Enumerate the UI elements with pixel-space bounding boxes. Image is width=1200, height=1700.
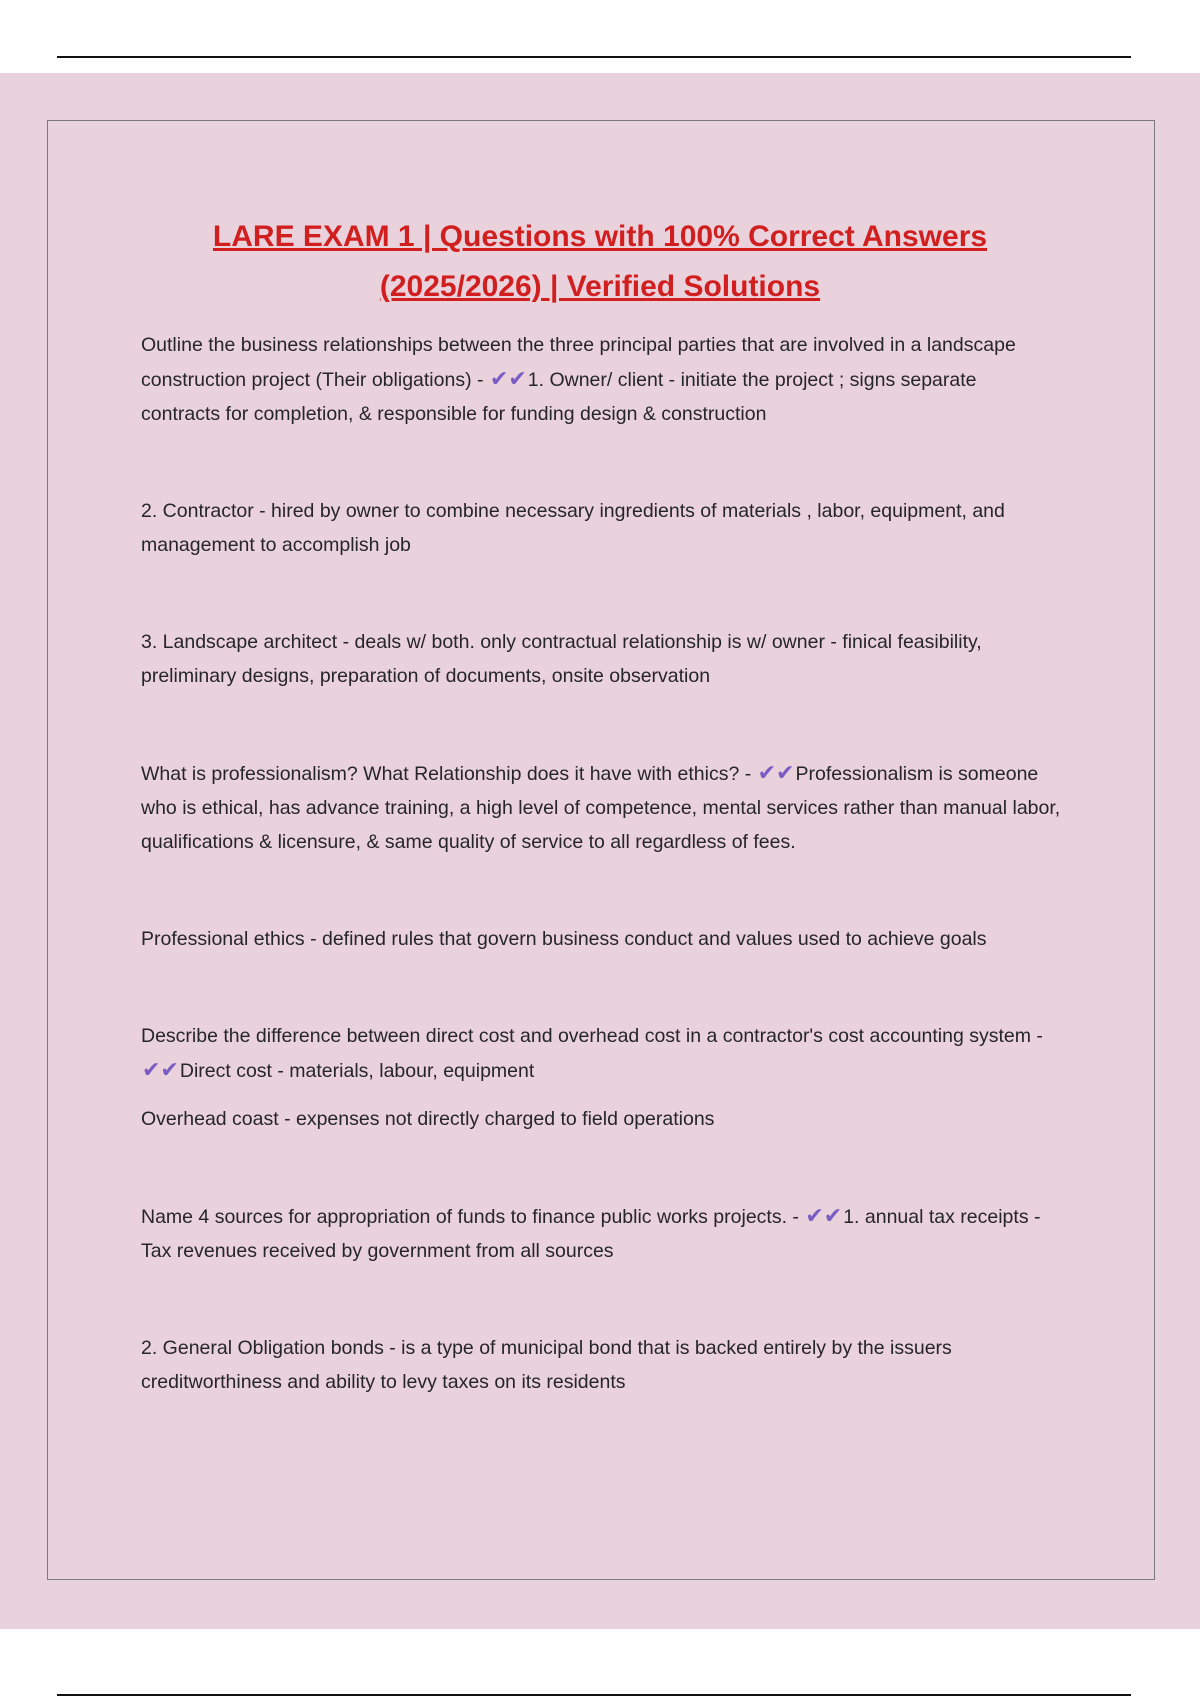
question-text: Outline the business relationships between the three principal parties that are involved in a landscape construction project (Their obligations) - (141, 334, 1016, 391)
qa-entry-6 (141, 1019, 1061, 1088)
document-title (0, 212, 1200, 312)
qa-entry-8 (141, 1199, 1061, 1268)
qa-entry-1 (141, 328, 1061, 431)
qa-entry-7: Overhead coast - expenses not directly charged to field operations (141, 1108, 715, 1130)
double-check-icon: ✔✔ (757, 760, 795, 785)
double-check-icon: ✔✔ (142, 1057, 179, 1082)
answer-text: Direct cost - materials, labour, equipment (179, 1060, 535, 1082)
title-line-2: (2025/2026) | Verified Solutions (379, 270, 821, 303)
question-text: Describe the difference between direct cost and overhead cost in a contractor's cost accounting system - (141, 1025, 1043, 1047)
qa-entry-4 (141, 756, 1061, 859)
answer-text: Professionalism is someone who is ethical, has advance training, a high level of competence, mental services rather than manual labor, qualifications & licensure, & same quality of service to all regardless of fees. (141, 763, 1061, 853)
qa-entry-3: 3. Landscape architect - deals w/ both. only contractual relationship is w/ owner - finical feasibility, preliminary designs, preparation of documents, onsite observation (141, 631, 982, 687)
qa-entry-2: 2. Contractor - hired by owner to combine necessary ingredients of materials , labor, equipment, and management to accomplish job (141, 500, 1005, 556)
qa-entry-9: 2. General Obligation bonds - is a type of municipal bond that is backed entirely by the issuers creditworthiness and ability to levy taxes on its residents (141, 1337, 952, 1393)
qa-entry-5: Professional ethics - defined rules that govern business conduct and values used to achieve goals (141, 928, 987, 950)
header-rule (57, 56, 1131, 58)
question-text: What is professionalism? What Relationship does it have with ethics? - (141, 763, 757, 785)
qa-content (141, 328, 1061, 1399)
title-line-1: LARE EXAM 1 | Questions with 100% Correct Answers (212, 220, 988, 253)
question-text: Name 4 sources for appropriation of funds to finance public works projects. - (141, 1206, 805, 1228)
answer-text: 1. annual tax receipts - Tax revenues received by government from all sources (141, 1206, 1041, 1262)
double-check-icon: ✔✔ (489, 366, 527, 391)
double-check-icon: ✔✔ (805, 1203, 843, 1228)
answer-text: 1. Owner/ client - initiate the project ; signs separate contracts for completion, & responsible for funding design & construction (141, 369, 977, 425)
footer-rule (57, 1694, 1131, 1696)
